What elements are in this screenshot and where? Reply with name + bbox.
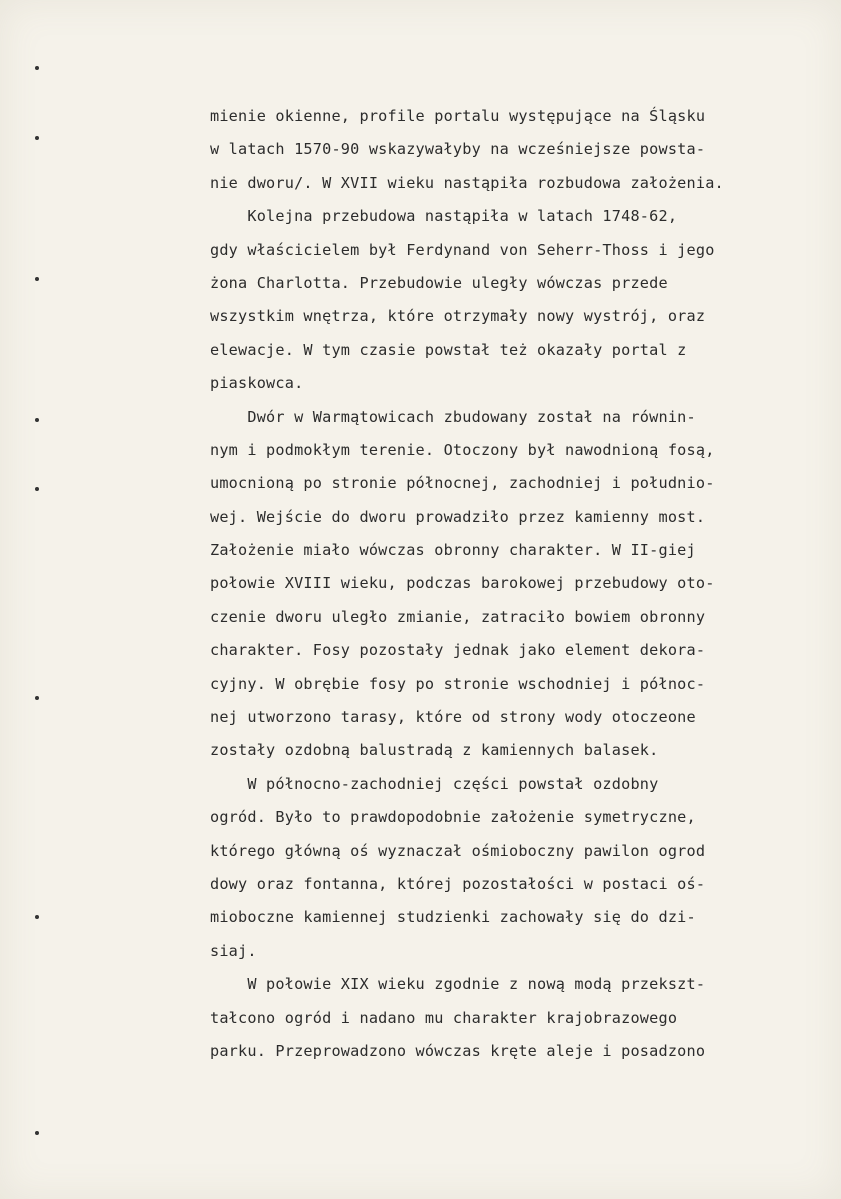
- text-line: Dwór w Warmątowicach zbudowany został na równin-: [210, 407, 696, 426]
- text-line: Kolejna przebudowa nastąpiła w latach 1748-62,: [210, 207, 678, 226]
- punch-hole-mark: [35, 277, 39, 281]
- text-line: parku. Przeprowadzono wówczas kręte aleje i posadzono: [210, 1041, 706, 1060]
- text-line: zostały ozdobną balustradą z kamiennych balasek.: [210, 741, 659, 760]
- punch-hole-mark: [35, 915, 39, 919]
- punch-hole-mark: [35, 66, 39, 70]
- text-line: żona Charlotta. Przebudowie uległy wówczas przede: [210, 273, 668, 292]
- text-line: wej. Wejście do dworu prowadziło przez kamienny most.: [210, 507, 706, 526]
- punch-hole-mark: [35, 1131, 39, 1135]
- text-line: w latach 1570-90 wskazywałyby na wcześniejsze powsta-: [210, 140, 706, 159]
- text-line: umocnioną po stronie północnej, zachodniej i południo-: [210, 474, 715, 493]
- text-line: ogród. Było to prawdopodobnie założenie symetryczne,: [210, 808, 696, 827]
- punch-hole-mark: [35, 418, 39, 422]
- text-line: cyjny. W obrębie fosy po stronie wschodniej i północ-: [210, 674, 706, 693]
- typewritten-text-body: [210, 100, 810, 1068]
- punch-hole-mark: [35, 136, 39, 140]
- text-line: nym i podmokłym terenie. Otoczony był nawodnioną fosą,: [210, 440, 715, 459]
- text-line: W połowie XIX wieku zgodnie z nową modą przekszt-: [210, 975, 706, 994]
- text-line: mioboczne kamiennej studzienki zachowały się do dzi-: [210, 908, 696, 927]
- text-line: połowie XVIII wieku, podczas barokowej przebudowy oto-: [210, 574, 715, 593]
- text-line: mienie okienne, profile portalu występujące na Śląsku: [210, 107, 706, 125]
- text-line: wszystkim wnętrza, które otrzymały nowy wystrój, oraz: [210, 307, 706, 326]
- text-line: piaskowca.: [210, 374, 304, 393]
- text-line: tałcono ogród i nadano mu charakter krajobrazowego: [210, 1008, 678, 1027]
- text-line: siaj.: [210, 941, 257, 960]
- text-line: charakter. Fosy pozostały jednak jako element dekora-: [210, 641, 706, 660]
- text-line: dowy oraz fontanna, której pozostałości w postaci oś-: [210, 874, 706, 893]
- text-line: którego główną oś wyznaczał ośmioboczny pawilon ogrod: [210, 841, 706, 860]
- text-line: Założenie miało wówczas obronny charakter. W II-giej: [210, 541, 696, 560]
- text-line: W północno-zachodniej części powstał ozdobny: [210, 774, 659, 793]
- punch-hole-mark: [35, 487, 39, 491]
- text-line: nej utworzono tarasy, które od strony wody otoczeone: [210, 708, 696, 727]
- text-line: czenie dworu uległo zmianie, zatraciło bowiem obronny: [210, 607, 706, 626]
- text-line: gdy właścicielem był Ferdynand von Seherr-Thoss i jego: [210, 240, 715, 259]
- text-line: nie dworu/. W XVII wieku nastąpiła rozbudowa założenia.: [210, 173, 724, 192]
- punch-hole-mark: [35, 696, 39, 700]
- text-line: elewacje. W tym czasie powstał też okazały portal z: [210, 340, 687, 359]
